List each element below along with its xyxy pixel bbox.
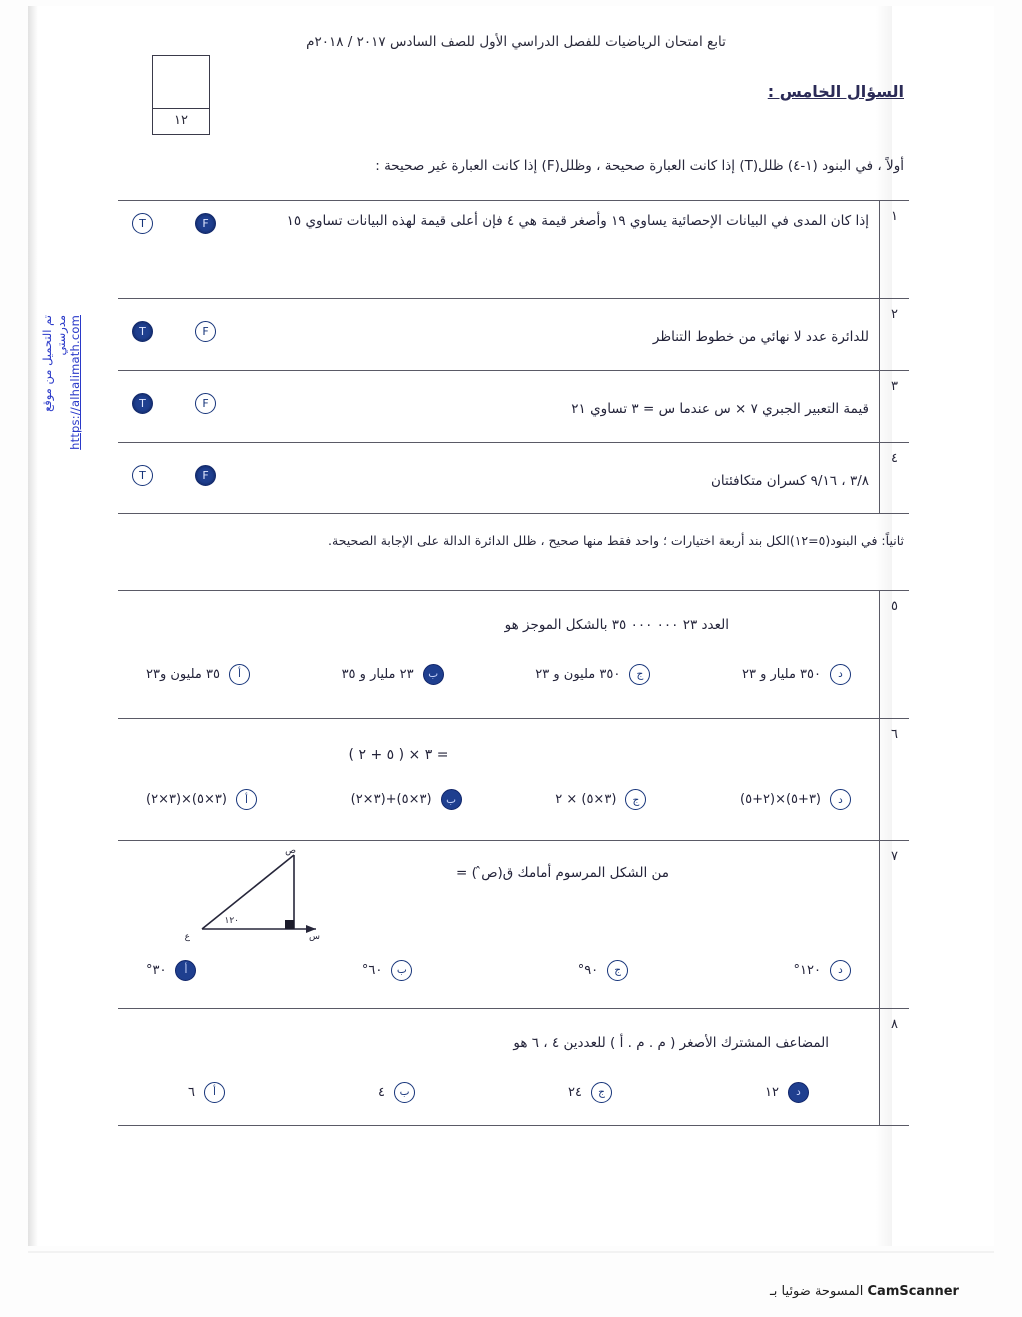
choice-d[interactable] (765, 1082, 809, 1103)
row-index: ٣ (879, 371, 909, 442)
choice-label-c: (٣×٥) × ٢ (555, 792, 617, 807)
row-index: ٦ (879, 719, 909, 840)
choice-label-b: ٦٠° (361, 962, 383, 978)
choice-bubble-a[interactable]: أ (175, 960, 196, 981)
choice-row (128, 789, 869, 814)
scanner-footer-text: المسوحة ضوئيا بـ (770, 1284, 864, 1299)
choice-label-a: ٣٥ مليون و٢٣ (146, 666, 220, 682)
table-row (118, 298, 909, 370)
choice-label-a: ٣٠° (146, 962, 167, 978)
choice-label-a: ٦ (188, 1084, 195, 1100)
score-box (152, 55, 210, 135)
watermark-url: https://alhalimath.com (68, 315, 82, 450)
choice-bubble-c[interactable]: ج (625, 789, 646, 810)
page-title: السؤال الخامس : (767, 82, 904, 101)
choice-label-d: ١٢ (765, 1084, 779, 1100)
choice-label-b: ٢٣ مليار و ٣٥ (341, 666, 414, 682)
row-index: ٧ (879, 841, 909, 1008)
triangle-figure (144, 847, 334, 965)
choice-bubble-d[interactable]: د (788, 1082, 809, 1103)
score-box-value: ١٢ (174, 113, 188, 128)
choice-a[interactable] (146, 789, 257, 810)
choice-b[interactable] (342, 664, 444, 685)
question-text: المضاعف المشترك الأصغر ( م . م . أ ) للعددين ٤ ، ٦ هو (513, 1035, 829, 1051)
question-text: إذا كان المدى في البيانات الإحصائية يساوي ١٩ وأصغر قيمة هي ٤ فإن أعلى قيمة لهذه البيانات تساوي ١٥ (286, 213, 869, 229)
choice-b[interactable] (351, 789, 462, 810)
choice-label-c: ٩٠° (577, 962, 599, 978)
question-text: للدائرة عدد لا نهائي من خطوط التناظر (652, 329, 869, 345)
instruction-true-false: أولاً ، في البنود (١-٤) ظلل(T) إذا كانت العبارة صحيحة ، وظلل(F) إذا كانت العبارة غير صحيحة : (375, 158, 904, 174)
choice-bubble-b[interactable]: ب (441, 789, 462, 810)
row-index: ٥ (879, 591, 909, 718)
scanner-footer (0, 1284, 1022, 1299)
question-text: ٣/٨ ، ٩/١٦ كسران متكافئتان (711, 473, 869, 489)
answer-bubbles (132, 213, 216, 234)
bubble-true[interactable]: T (132, 321, 153, 342)
bubble-true[interactable]: T (132, 393, 153, 414)
choice-bubble-b[interactable]: ب (394, 1082, 415, 1103)
choice-bubble-c[interactable]: ج (607, 960, 628, 981)
page-header: تابع امتحان الرياضيات للفصل الدراسي الأول للصف السادس ٢٠١٧ / ٢٠١٨م (306, 34, 726, 50)
choice-bubble-c[interactable]: ج (591, 1082, 612, 1103)
choice-label-a: (٣×٥)×(٣×٢) (146, 792, 227, 807)
page-bottom-divider (28, 1251, 994, 1253)
table-row (118, 1008, 909, 1126)
mcq-table (118, 590, 909, 1126)
bubble-true[interactable]: T (132, 465, 153, 486)
choice-d[interactable] (742, 664, 851, 685)
table-row (118, 840, 909, 1008)
row-index: ٨ (879, 1009, 909, 1125)
choice-label-b: (٣×٥)+(٣×٢) (350, 792, 432, 807)
choice-d[interactable] (740, 789, 851, 810)
choice-b[interactable] (362, 960, 412, 981)
answer-bubbles (132, 393, 216, 414)
question-text: من الشكل المرسوم أمامك ق(ص̂ ) = (456, 865, 669, 881)
choice-bubble-d[interactable]: د (830, 789, 851, 810)
watermark (40, 315, 82, 455)
row-index: ٤ (879, 443, 909, 513)
bubble-false[interactable]: F (195, 465, 216, 486)
camscanner-brand: CamScanner (867, 1284, 959, 1299)
choice-label-d: (٣+٥)×(٢+٥) (740, 792, 821, 807)
choice-bubble-a[interactable]: أ (204, 1082, 225, 1103)
table-row (118, 590, 909, 718)
row-index: ١ (879, 201, 909, 298)
choice-label-b: ٤ (378, 1084, 385, 1100)
question-text: قيمة التعبير الجبري ٧ × س عندما س = ٣ تساوي ٢١ (571, 401, 869, 417)
svg-text:س: س (309, 932, 320, 942)
table-row (118, 200, 909, 298)
bubble-false[interactable]: F (195, 321, 216, 342)
table-row (118, 442, 909, 514)
choice-row (128, 1082, 869, 1107)
choice-bubble-b[interactable]: ب (423, 664, 444, 685)
table-row (118, 718, 909, 840)
choice-bubble-a[interactable]: أ (229, 664, 250, 685)
triangle-figure-svg (144, 847, 334, 965)
choice-bubble-c[interactable]: ج (629, 664, 650, 685)
choice-c[interactable] (578, 960, 628, 981)
choice-bubble-d[interactable]: د (830, 664, 851, 685)
answer-bubbles (132, 465, 216, 486)
bubble-true[interactable]: T (132, 213, 153, 234)
choice-d[interactable] (794, 960, 851, 981)
choice-a[interactable] (188, 1082, 225, 1103)
score-box-divider (153, 108, 209, 109)
question-text: العدد ٢٣ ٠٠٠ ٠٠٠ ٣٥ بالشكل الموجز هو (504, 617, 729, 633)
scan-shadow-left (28, 6, 38, 1246)
choice-label-c: ٢٤ (568, 1084, 582, 1100)
choice-bubble-d[interactable]: د (830, 960, 851, 981)
bubble-false[interactable]: F (195, 213, 216, 234)
choice-c[interactable] (535, 664, 650, 685)
instruction-mcq: ثانياً: في البنود(٥=١٢)الكل بند أربعة اختيارات ؛ واحد فقط منها صحيح ، ظلل الدائرة الدالة على الإجابة الصحيحة. (328, 533, 904, 548)
svg-text:١٢٠: ١٢٠ (224, 916, 239, 926)
row-index: ٢ (879, 299, 909, 370)
watermark-text: تم التحميل من موقع مدرستي (40, 315, 68, 412)
answer-bubbles (132, 321, 216, 342)
true-false-table (118, 200, 909, 514)
choice-row (128, 664, 869, 689)
svg-text:ع: ع (184, 932, 190, 942)
choice-label-d: ١٢٠° (793, 962, 821, 978)
table-row (118, 370, 909, 442)
question-equation: ٣ × ( ٥ + ٢ ) = (348, 747, 449, 763)
bubble-false[interactable]: F (195, 393, 216, 414)
choice-bubble-b[interactable]: ب (391, 960, 412, 981)
svg-text:ص: ص (285, 847, 296, 856)
choice-b[interactable] (378, 1082, 415, 1103)
choice-c[interactable] (568, 1082, 612, 1103)
choice-label-d: ٣٥٠ مليار و ٢٣ (741, 666, 821, 682)
choice-c[interactable] (555, 789, 646, 810)
choice-bubble-a[interactable]: أ (236, 789, 257, 810)
choice-label-c: ٣٥٠ مليون و ٢٣ (535, 666, 621, 682)
choice-a[interactable] (146, 664, 250, 685)
